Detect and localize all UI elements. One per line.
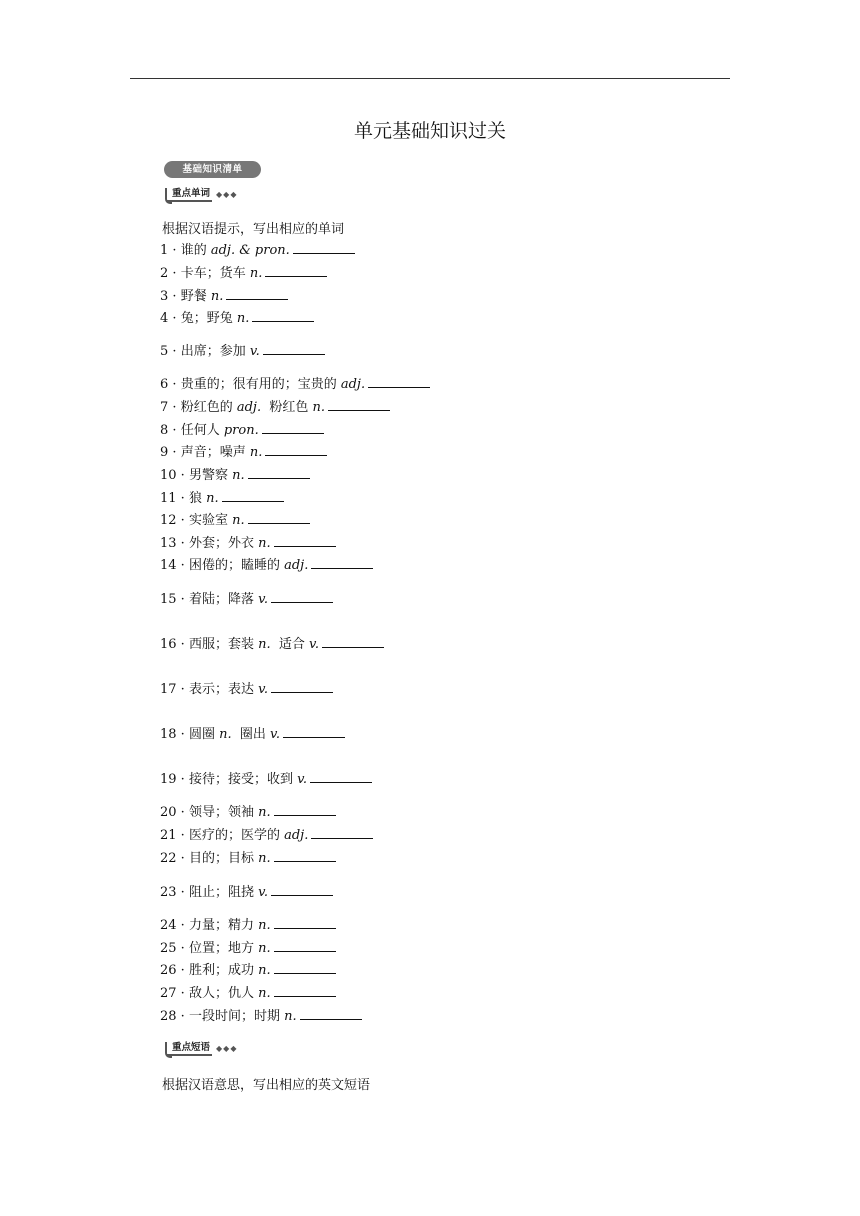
- item-chinese: 位置；地方: [188, 941, 254, 956]
- item-number: 18: [160, 727, 177, 742]
- item-part-of-speech-2: n.: [312, 400, 326, 415]
- item-part-of-speech-2: v.: [270, 727, 280, 742]
- words-instruction: 根据汉语提示，写出相应的单词: [162, 222, 345, 237]
- header-rule: [130, 78, 730, 79]
- item-number: 5: [160, 344, 169, 359]
- list-item: 15 · 着陆；降落 v.: [160, 592, 333, 608]
- item-chinese: 出席；参加: [180, 344, 246, 359]
- phrases-tag-label: 重点短语: [164, 1041, 214, 1055]
- item-number: 13: [160, 536, 177, 551]
- answer-blank[interactable]: [300, 1009, 362, 1020]
- item-part-of-speech: v.: [297, 772, 308, 787]
- item-part-of-speech: n.: [249, 445, 263, 460]
- item-number: 10: [160, 468, 177, 483]
- answer-blank[interactable]: [322, 637, 384, 648]
- list-item: 19 · 接待；接受；收到 v.: [160, 772, 372, 788]
- answer-blank[interactable]: [252, 311, 314, 322]
- item-chinese: 目的；目标: [188, 851, 254, 866]
- list-item: 16 · 西服；套装 n. 适合 v.: [160, 637, 384, 653]
- item-number: 26: [160, 963, 177, 978]
- item-chinese: 着陆；降落: [188, 592, 254, 607]
- item-chinese: 卡车；货车: [180, 266, 246, 281]
- item-number: 28: [160, 1009, 177, 1024]
- item-number: 4: [160, 311, 169, 326]
- item-part-of-speech: v.: [258, 885, 269, 900]
- item-number: 3: [160, 289, 169, 304]
- item-number: 14: [160, 558, 177, 573]
- item-part-of-speech: n.: [232, 513, 245, 528]
- answer-blank[interactable]: [274, 986, 336, 997]
- answer-blank[interactable]: [311, 828, 373, 839]
- answer-blank[interactable]: [274, 851, 336, 862]
- list-item: 23 · 阻止；阻挠 v.: [160, 885, 333, 901]
- answer-blank[interactable]: [274, 963, 336, 974]
- answer-blank[interactable]: [271, 682, 333, 693]
- answer-blank[interactable]: [263, 344, 325, 355]
- item-chinese-2: 粉红色: [269, 400, 309, 415]
- item-number: 15: [160, 592, 177, 607]
- item-chinese: 阻止；阻挠: [188, 885, 254, 900]
- item-chinese-2: 适合: [278, 637, 305, 652]
- list-item: 4 · 兔；野兔 n.: [160, 311, 314, 327]
- item-chinese: 兔；野兔: [180, 311, 233, 326]
- item-part-of-speech: v.: [258, 682, 269, 697]
- item-chinese: 圆圈: [188, 727, 215, 742]
- item-chinese: 贵重的；很有用的；宝贵的: [180, 377, 337, 392]
- item-chinese: 力量；精力: [188, 918, 254, 933]
- item-number: 23: [160, 885, 177, 900]
- answer-blank[interactable]: [328, 400, 390, 411]
- item-part-of-speech-2: v.: [309, 637, 319, 652]
- item-chinese: 困倦的；瞌睡的: [188, 558, 280, 573]
- answer-blank[interactable]: [271, 885, 333, 896]
- answer-blank[interactable]: [311, 558, 373, 569]
- item-chinese: 领导；领袖: [188, 805, 254, 820]
- item-chinese-2: 圈出: [239, 727, 266, 742]
- list-item: 17 · 表示；表达 v.: [160, 682, 333, 698]
- item-number: 16: [160, 637, 177, 652]
- list-item: 10 · 男警察 n.: [160, 468, 310, 484]
- item-part-of-speech: n.: [258, 986, 271, 1001]
- answer-blank[interactable]: [274, 918, 336, 929]
- list-item: 18 · 圆圈 n. 圈出 v.: [160, 727, 345, 743]
- item-chinese: 胜利；成功: [188, 963, 254, 978]
- item-part-of-speech: adj.: [284, 828, 309, 843]
- list-item: 6 · 贵重的；很有用的；宝贵的 adj.: [160, 377, 430, 393]
- list-item: 5 · 出席；参加 v.: [160, 344, 325, 360]
- item-chinese: 医疗的；医学的: [188, 828, 280, 843]
- item-part-of-speech: adj.: [340, 377, 366, 392]
- item-number: 6: [160, 377, 169, 392]
- list-item: 13 · 外套；外衣 n.: [160, 536, 336, 552]
- item-number: 11: [160, 491, 177, 506]
- list-item: 25 · 位置；地方 n.: [160, 941, 336, 957]
- item-part-of-speech: n.: [258, 536, 271, 551]
- answer-blank[interactable]: [248, 513, 310, 524]
- item-chinese: 实验室: [188, 513, 228, 528]
- item-number: 8: [160, 423, 169, 438]
- answer-blank[interactable]: [368, 377, 430, 388]
- item-chinese: 接待；接受；收到: [188, 772, 293, 787]
- list-item: 21 · 医疗的；医学的 adj.: [160, 828, 373, 844]
- answer-blank[interactable]: [283, 727, 345, 738]
- list-item: 8 · 任何人 pron.: [160, 423, 324, 439]
- item-part-of-speech: v.: [249, 344, 260, 359]
- answer-blank[interactable]: [248, 468, 310, 479]
- item-part-of-speech: n.: [258, 637, 271, 652]
- answer-blank[interactable]: [274, 536, 336, 547]
- list-item: 20 · 领导；领袖 n.: [160, 805, 336, 821]
- item-part-of-speech: pron.: [223, 423, 259, 438]
- answer-blank[interactable]: [226, 289, 288, 300]
- phrases-instruction: 根据汉语意思，写出相应的英文短语: [162, 1078, 371, 1093]
- item-part-of-speech: n.: [232, 468, 245, 483]
- answer-blank[interactable]: [274, 805, 336, 816]
- item-chinese: 敌人；仇人: [188, 986, 254, 1001]
- item-number: 21: [160, 828, 177, 843]
- item-part-of-speech: adj.: [236, 400, 262, 415]
- page-title: 单元基础知识过关: [353, 120, 506, 142]
- item-part-of-speech: n.: [210, 289, 224, 304]
- list-item: 27 · 敌人；仇人 n.: [160, 986, 336, 1002]
- item-number: 12: [160, 513, 177, 528]
- list-item: 22 · 目的；目标 n.: [160, 851, 336, 867]
- item-part-of-speech: n.: [258, 851, 271, 866]
- item-number: 2: [160, 266, 169, 281]
- answer-blank[interactable]: [271, 592, 333, 603]
- item-number: 9: [160, 445, 169, 460]
- answer-blank[interactable]: [265, 445, 327, 456]
- answer-blank[interactable]: [310, 772, 372, 783]
- item-chinese: 谁的: [180, 243, 207, 258]
- item-part-of-speech: n.: [219, 727, 232, 742]
- item-number: 22: [160, 851, 177, 866]
- item-number: 27: [160, 986, 177, 1001]
- list-item: 11 · 狼 n.: [160, 491, 284, 507]
- words-tag: [164, 186, 237, 202]
- list-item: 14 · 困倦的；瞌睡的 adj.: [160, 558, 373, 574]
- answer-blank[interactable]: [265, 266, 327, 277]
- list-item: 1 · 谁的 adj. & pron.: [160, 243, 355, 259]
- item-number: 17: [160, 682, 177, 697]
- list-item: 3 · 野餐 n.: [160, 289, 288, 305]
- item-part-of-speech: n.: [206, 491, 219, 506]
- diamond-icon: ◆◆◆: [216, 1043, 238, 1053]
- item-part-of-speech: adj. & pron.: [210, 243, 290, 258]
- item-chinese: 一段时间；时期: [188, 1009, 280, 1024]
- item-number: 19: [160, 772, 177, 787]
- item-chinese: 西服；套装: [188, 637, 254, 652]
- list-item: 7 · 粉红色的 adj. 粉红色 n.: [160, 400, 390, 416]
- list-item: 9 · 声音；噪声 n.: [160, 445, 327, 461]
- answer-blank[interactable]: [293, 243, 355, 254]
- section-badge: 基础知识清单: [164, 161, 261, 178]
- item-part-of-speech: n.: [236, 311, 250, 326]
- item-part-of-speech: n.: [284, 1009, 297, 1024]
- item-chinese: 外套；外衣: [188, 536, 254, 551]
- phrases-tag: [164, 1040, 237, 1056]
- item-part-of-speech: n.: [258, 941, 271, 956]
- item-part-of-speech: n.: [258, 963, 271, 978]
- item-part-of-speech: n.: [258, 805, 271, 820]
- item-part-of-speech: n.: [249, 266, 263, 281]
- item-number: 20: [160, 805, 177, 820]
- item-number: 24: [160, 918, 177, 933]
- list-item: 28 · 一段时间；时期 n.: [160, 1009, 362, 1025]
- words-tag-label: 重点单词: [164, 187, 214, 201]
- item-chinese: 野餐: [180, 289, 207, 304]
- item-part-of-speech: v.: [258, 592, 269, 607]
- item-chinese: 粉红色的: [180, 400, 233, 415]
- item-chinese: 声音；噪声: [180, 445, 246, 460]
- item-chinese: 任何人: [180, 423, 220, 438]
- list-item: 12 · 实验室 n.: [160, 513, 310, 529]
- item-chinese: 男警察: [188, 468, 228, 483]
- answer-blank[interactable]: [262, 423, 324, 434]
- list-item: 26 · 胜利；成功 n.: [160, 963, 336, 979]
- answer-blank[interactable]: [222, 491, 284, 502]
- item-chinese: 狼: [188, 491, 202, 506]
- item-chinese: 表示；表达: [188, 682, 254, 697]
- item-number: 1: [160, 243, 169, 258]
- item-part-of-speech: n.: [258, 918, 271, 933]
- list-item: 24 · 力量；精力 n.: [160, 918, 336, 934]
- answer-blank[interactable]: [274, 941, 336, 952]
- item-number: 25: [160, 941, 177, 956]
- item-number: 7: [160, 400, 169, 415]
- item-part-of-speech: adj.: [284, 558, 309, 573]
- list-item: 2 · 卡车；货车 n.: [160, 266, 327, 282]
- diamond-icon: ◆◆◆: [216, 189, 238, 199]
